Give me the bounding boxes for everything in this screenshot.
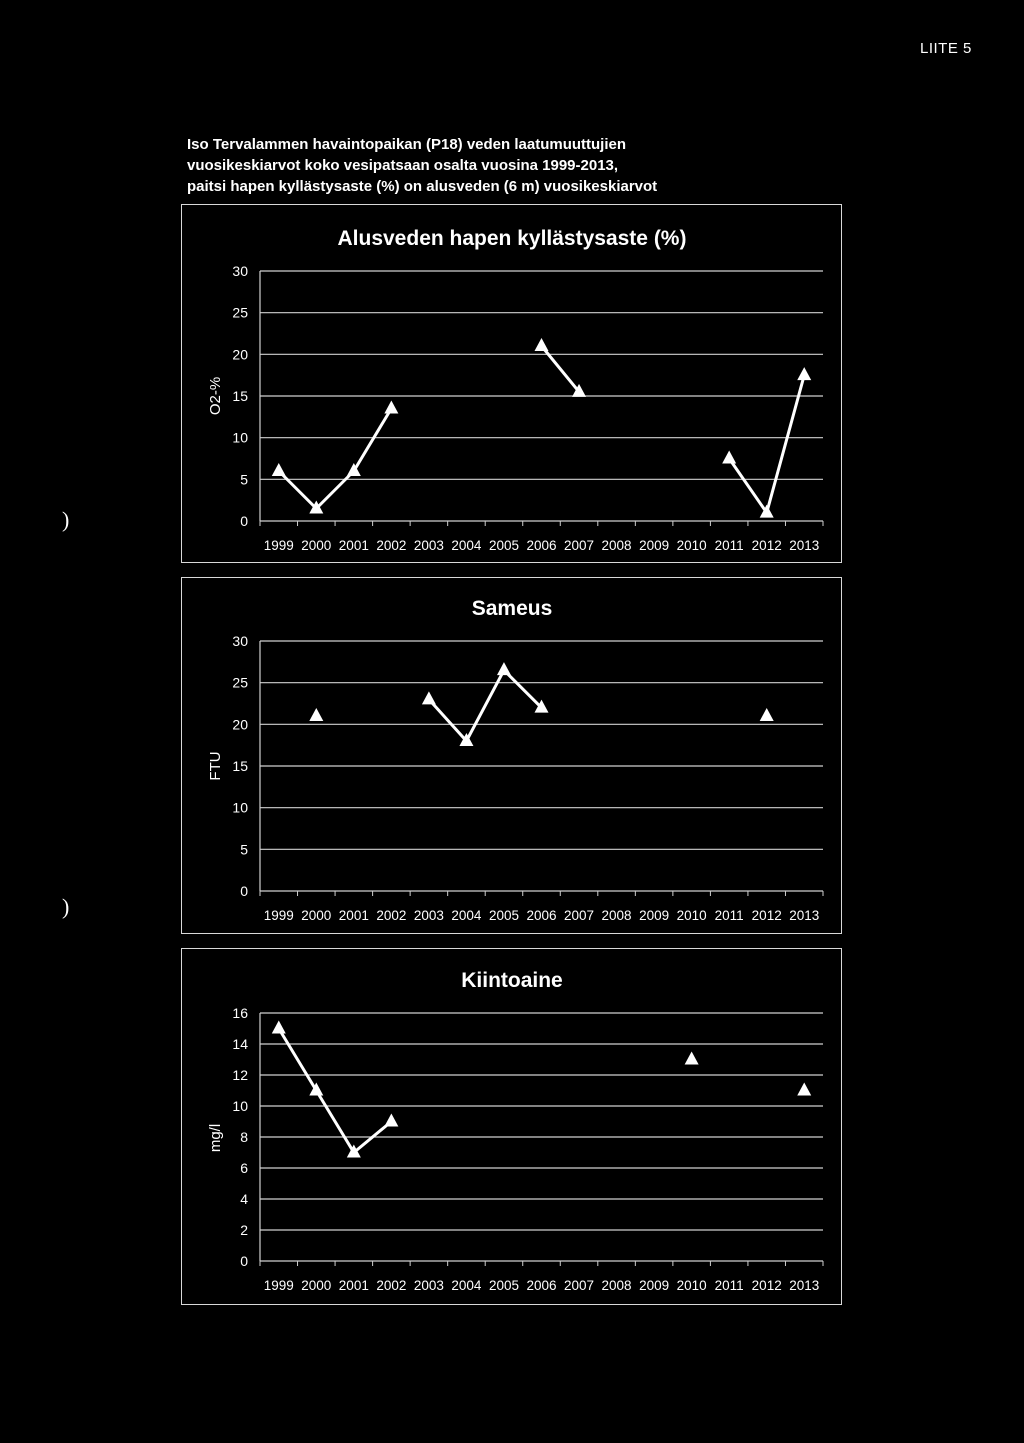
y-tick-label: 20: [232, 716, 248, 733]
x-tick-label: 2012: [751, 538, 782, 553]
x-tick-label: 2006: [526, 1278, 557, 1293]
y-tick-label: 16: [232, 1005, 248, 1021]
y-axis-label: FTU: [207, 751, 224, 781]
page-label: LIITE 5: [920, 40, 972, 57]
series-segment: [279, 471, 317, 509]
x-tick-label: 1999: [263, 538, 294, 553]
y-axis-label: mg/l: [207, 1123, 224, 1153]
x-tick-label: 2005: [488, 538, 519, 553]
chart-title: Sameus: [471, 597, 553, 620]
heading-line-1: Iso Tervalammen havaintopaikan (P18) veden laatumuuttujien: [187, 136, 627, 153]
y-axis-label: O2-%: [207, 376, 224, 416]
data-point-marker: [309, 708, 323, 721]
data-point-marker: [384, 1114, 398, 1127]
data-point-marker: [272, 1021, 286, 1034]
data-point-marker: [272, 463, 286, 476]
series-segment: [429, 699, 467, 741]
y-tick-label: 25: [232, 304, 248, 321]
x-tick-label: 2006: [526, 538, 557, 553]
y-tick-label: 2: [240, 1222, 248, 1238]
heading-line-3: paitsi hapen kyllästysaste (%) on alusveden (6 m) vuosikeskiarvot: [187, 178, 658, 195]
x-tick-label: 2003: [413, 1278, 444, 1293]
x-tick-label: 2001: [338, 1278, 369, 1293]
x-tick-label: 2008: [601, 1278, 632, 1293]
y-tick-label: 5: [240, 841, 248, 858]
x-tick-label: 1999: [263, 1278, 294, 1293]
y-tick-label: 10: [232, 429, 248, 446]
data-point-marker: [384, 401, 398, 414]
turbidity-chart: [181, 577, 842, 934]
margin-mark-1: ): [62, 507, 70, 532]
x-tick-label: 2010: [676, 538, 707, 553]
y-tick-label: 10: [232, 1098, 248, 1114]
y-tick-label: 0: [240, 1253, 248, 1269]
y-tick-label: 30: [232, 263, 248, 279]
series-segment: [504, 670, 542, 708]
x-tick-label: 2009: [639, 908, 670, 923]
series-segment: [466, 670, 504, 741]
x-tick-label: 2011: [714, 908, 744, 923]
data-point-marker: [760, 708, 774, 721]
x-tick-label: 2009: [639, 1278, 670, 1293]
data-point-marker: [797, 1083, 811, 1096]
x-tick-label: 2000: [301, 908, 332, 923]
data-point-marker: [497, 662, 511, 675]
chart-title: Kiintoaine: [461, 969, 563, 992]
y-tick-label: 6: [240, 1160, 248, 1176]
x-tick-label: 2001: [338, 538, 369, 553]
y-tick-label: 0: [240, 883, 248, 899]
series-segment: [279, 1029, 317, 1091]
y-tick-label: 30: [232, 633, 248, 649]
y-tick-label: 15: [232, 388, 248, 404]
x-tick-label: 2004: [451, 538, 482, 553]
x-tick-label: 2010: [676, 1278, 707, 1293]
heading-line-2: vuosikeskiarvot koko vesipatsaan osalta vuosina 1999-2013,: [187, 157, 619, 174]
x-tick-label: 2003: [413, 908, 444, 923]
oxygen-saturation-chart-svg: [182, 205, 843, 564]
x-tick-label: 2002: [376, 908, 407, 923]
data-point-marker: [535, 338, 549, 351]
y-tick-label: 12: [232, 1067, 248, 1083]
series-segment: [316, 1091, 354, 1153]
y-tick-label: 14: [232, 1036, 248, 1052]
oxygen-saturation-chart: [181, 204, 842, 563]
x-tick-label: 2007: [564, 1278, 595, 1293]
x-tick-label: 2013: [789, 538, 820, 553]
x-tick-label: 2005: [488, 1278, 519, 1293]
data-point-marker: [797, 367, 811, 380]
document-heading: [187, 134, 807, 197]
x-tick-label: 2007: [564, 538, 595, 553]
x-tick-label: 2011: [714, 1278, 744, 1293]
suspended-solids-chart-svg: [182, 949, 843, 1306]
x-tick-label: 2008: [601, 538, 632, 553]
x-tick-label: 2012: [751, 908, 782, 923]
x-tick-label: 2004: [451, 1278, 482, 1293]
x-tick-label: 2011: [714, 538, 744, 553]
series-segment: [316, 471, 354, 509]
x-tick-label: 2003: [413, 538, 444, 553]
data-point-marker: [422, 691, 436, 704]
y-tick-label: 15: [232, 758, 248, 774]
data-point-marker: [685, 1052, 699, 1065]
x-tick-label: 2001: [338, 908, 369, 923]
x-tick-label: 2002: [376, 1278, 407, 1293]
x-tick-label: 2013: [789, 1278, 820, 1293]
y-tick-label: 8: [240, 1129, 248, 1145]
y-tick-label: 0: [240, 513, 248, 529]
x-tick-label: 2004: [451, 908, 482, 923]
data-point-marker: [722, 451, 736, 464]
margin-mark-2: ): [62, 894, 70, 919]
suspended-solids-chart: [181, 948, 842, 1305]
x-tick-label: 2000: [301, 1278, 332, 1293]
y-tick-label: 4: [240, 1191, 248, 1207]
y-tick-label: 20: [232, 346, 248, 363]
y-tick-label: 5: [240, 471, 248, 488]
series-segment: [354, 409, 392, 472]
turbidity-chart-svg: [182, 578, 843, 935]
x-tick-label: 2008: [601, 908, 632, 923]
x-tick-label: 2005: [488, 908, 519, 923]
y-tick-label: 10: [232, 799, 248, 816]
y-tick-label: 25: [232, 674, 248, 691]
x-tick-label: 2012: [751, 1278, 782, 1293]
x-tick-label: 2013: [789, 908, 820, 923]
x-tick-label: 2006: [526, 908, 557, 923]
chart-title: Alusveden hapen kyllästysaste (%): [337, 227, 687, 250]
x-tick-label: 2007: [564, 908, 595, 923]
x-tick-label: 1999: [263, 908, 294, 923]
series-segment: [729, 459, 767, 513]
x-tick-label: 2009: [639, 538, 670, 553]
x-tick-label: 2000: [301, 538, 332, 553]
x-tick-label: 2010: [676, 908, 707, 923]
series-segment: [542, 346, 580, 392]
x-tick-label: 2002: [376, 538, 407, 553]
